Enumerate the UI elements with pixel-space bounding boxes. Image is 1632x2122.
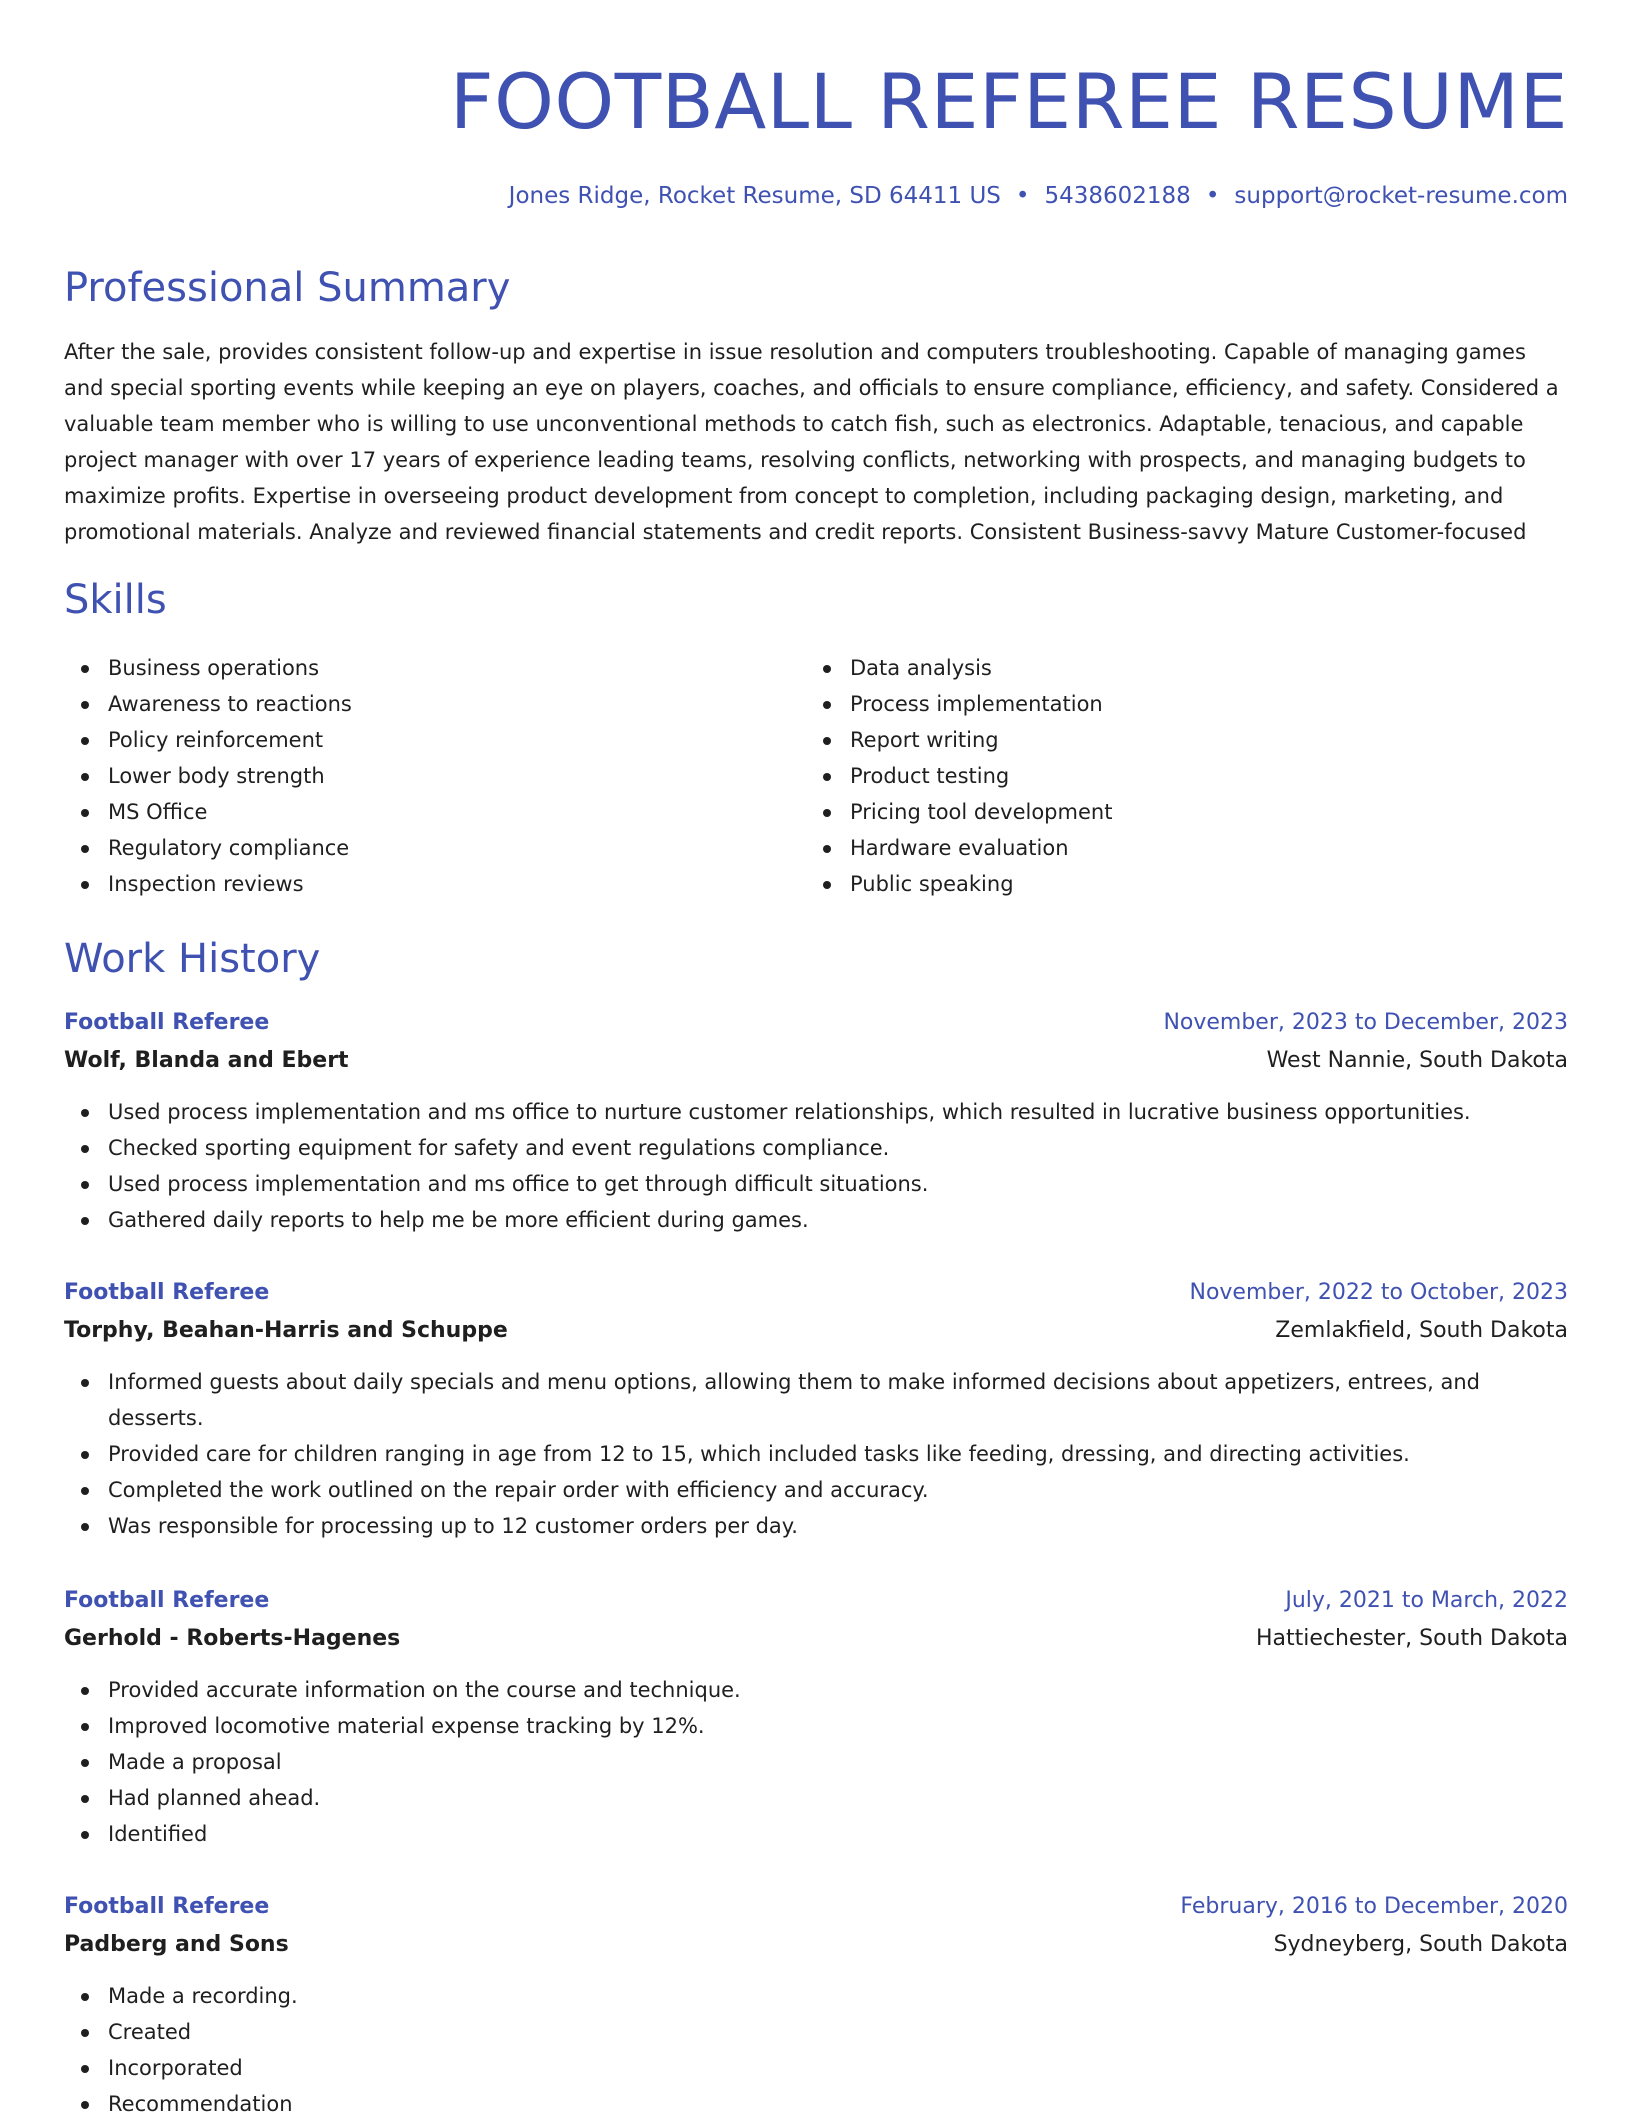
job-duties xyxy=(64,1094,1568,1238)
skill-item: MS Office xyxy=(64,794,804,830)
skills-list-right xyxy=(806,650,1546,902)
job-title: Football Referee xyxy=(64,1588,270,1613)
job-entry xyxy=(64,1004,1568,1238)
skill-item: Product testing xyxy=(806,758,1546,794)
job-location: Sydneyberg, South Dakota xyxy=(1273,1932,1568,1957)
contact-email: support@rocket-resume.com xyxy=(1234,183,1568,209)
job-company: Wolf, Blanda and Ebert xyxy=(64,1048,349,1073)
job-entry xyxy=(64,1274,1568,1544)
job-duty-item: Made a recording. xyxy=(64,1978,1568,2014)
job-company: Padberg and Sons xyxy=(64,1932,289,1957)
work-history-heading: Work History xyxy=(64,936,321,982)
job-duty-item: Gathered daily reports to help me be more efficient during games. xyxy=(64,1202,1568,1238)
job-duty-item: Provided accurate information on the course and technique. xyxy=(64,1672,1568,1708)
contact-phone: 5438602188 xyxy=(1044,183,1191,209)
job-duty-item: Provided care for children ranging in age from 12 to 15, which included tasks like feeding, dressing, and directing activities. xyxy=(64,1436,1568,1472)
summary-text: After the sale, provides consistent follow-up and expertise in issue resolution and computers troubleshooting. Capable of managing games and special sporting events while keeping an eye on players, coaches, and officials to ensure compliance, efficiency, and safety. Considered a valuable team member who is willing to use unconventional methods to catch fish, such as electronics. Adaptable, tenacious, and capable project manager with over 17 years of experience leading teams, resolving conflicts, networking with prospects, and managing budgets to maximize profits. Expertise in overseeing product development from concept to completion, including packaging design, marketing, and promotional materials. Analyze and reviewed financial statements and credit reports. Consistent Business-savvy Mature Customer-focused xyxy=(64,340,1559,544)
job-company-row xyxy=(64,1620,1568,1658)
job-title: Football Referee xyxy=(64,1280,270,1305)
skill-item: Hardware evaluation xyxy=(806,830,1546,866)
skill-item: Inspection reviews xyxy=(64,866,804,902)
contact-line xyxy=(509,180,1568,212)
job-title: Football Referee xyxy=(64,1010,270,1035)
job-company: Gerhold - Roberts-Hagenes xyxy=(64,1626,401,1651)
contact-address: Jones Ridge, Rocket Resume, SD 64411 US xyxy=(508,183,1001,209)
job-duty-item: Made a proposal xyxy=(64,1744,1568,1780)
skill-item: Business operations xyxy=(64,650,804,686)
job-title-row xyxy=(64,1274,1568,1312)
skills-heading: Skills xyxy=(64,577,167,623)
job-company-row xyxy=(64,1926,1568,1964)
job-duty-item: Informed guests about daily specials and menu options, allowing them to make informed decisions about appetizers, entrees, and desserts. xyxy=(64,1364,1568,1436)
contact-separator: • xyxy=(1015,183,1030,209)
summary-heading: Professional Summary xyxy=(64,265,511,311)
resume-name: FOOTBALL REFEREE RESUME xyxy=(449,57,1568,146)
job-company-row xyxy=(64,1312,1568,1350)
skill-item: Process implementation xyxy=(806,686,1546,722)
skill-item: Public speaking xyxy=(806,866,1546,902)
job-location: West Nannie, South Dakota xyxy=(1266,1048,1568,1073)
skill-item: Policy reinforcement xyxy=(64,722,804,758)
job-duty-item: Improved locomotive material expense tracking by 12%. xyxy=(64,1708,1568,1744)
job-location: Zemlakfield, South Dakota xyxy=(1275,1318,1568,1343)
job-title-row xyxy=(64,1582,1568,1620)
job-duty-item: Checked sporting equipment for safety and event regulations compliance. xyxy=(64,1130,1568,1166)
skill-item: Lower body strength xyxy=(64,758,804,794)
job-title-row xyxy=(64,1888,1568,1926)
job-duty-item: Identified xyxy=(64,1816,1568,1852)
job-title-row xyxy=(64,1004,1568,1042)
job-dates: November, 2023 to December, 2023 xyxy=(1163,1010,1568,1035)
job-location: Hattiechester, South Dakota xyxy=(1255,1626,1568,1651)
skill-item: Data analysis xyxy=(806,650,1546,686)
resume-page xyxy=(64,0,1568,2116)
job-duty-item: Had planned ahead. xyxy=(64,1780,1568,1816)
job-duty-item: Completed the work outlined on the repair order with efficiency and accuracy. xyxy=(64,1472,1568,1508)
skills-list-left xyxy=(64,650,804,902)
job-duties xyxy=(64,1364,1568,1544)
skill-item: Report writing xyxy=(806,722,1546,758)
skills-right-column xyxy=(806,650,1546,902)
job-duty-item: Incorporated xyxy=(64,2050,1568,2086)
job-duty-item: Used process implementation and ms office to nurture customer relationships, which resulted in lucrative business opportunities. xyxy=(64,1094,1568,1130)
job-duty-item: Used process implementation and ms office to get through difficult situations. xyxy=(64,1166,1568,1202)
job-duty-item: Created xyxy=(64,2014,1568,2050)
skill-item: Awareness to reactions xyxy=(64,686,804,722)
job-duty-item: Was responsible for processing up to 12 customer orders per day. xyxy=(64,1508,1568,1544)
job-title: Football Referee xyxy=(64,1894,270,1919)
skills-left-column xyxy=(64,650,804,902)
skill-item: Pricing tool development xyxy=(806,794,1546,830)
job-dates: November, 2022 to October, 2023 xyxy=(1189,1280,1568,1305)
job-dates: July, 2021 to March, 2022 xyxy=(1285,1588,1568,1613)
job-duties xyxy=(64,1978,1568,2122)
job-dates: February, 2016 to December, 2020 xyxy=(1180,1894,1568,1919)
contact-separator: • xyxy=(1205,183,1220,209)
job-duties xyxy=(64,1672,1568,1852)
job-entry xyxy=(64,1888,1568,2122)
job-company-row xyxy=(64,1042,1568,1080)
job-entry xyxy=(64,1582,1568,1852)
job-duty-item: Recommendation xyxy=(64,2086,1568,2122)
job-company: Torphy, Beahan-Harris and Schuppe xyxy=(64,1318,508,1343)
skill-item: Regulatory compliance xyxy=(64,830,804,866)
